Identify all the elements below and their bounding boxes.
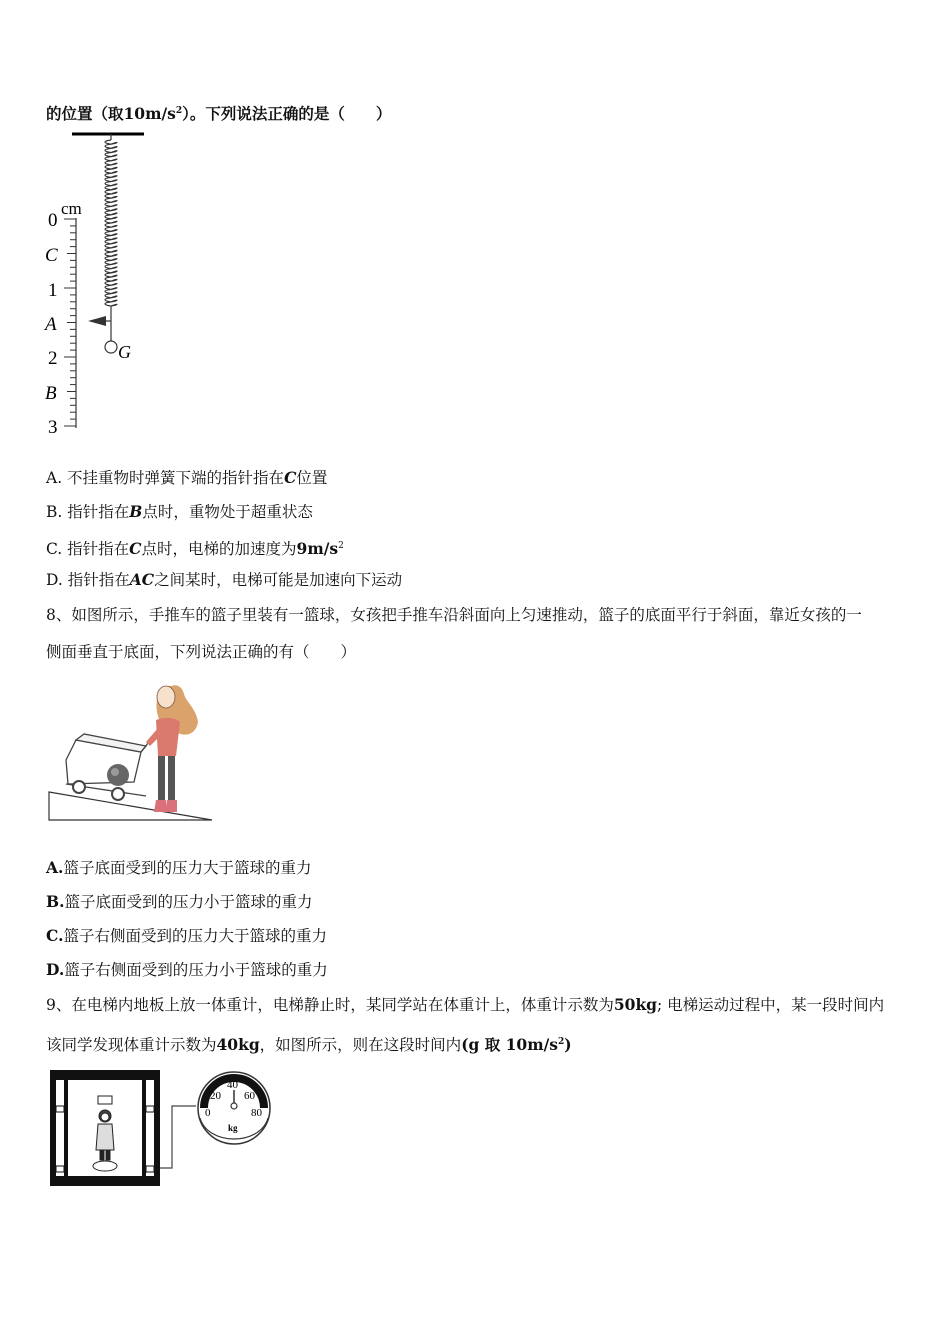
q7-option-d: D. 指针指在AC之间某时，电梯可能是加速向下运动 <box>46 570 403 589</box>
q8-option-a: A.篮子底面受到的压力大于篮球的重力 <box>46 858 312 877</box>
spring-ruler-figure <box>40 128 200 448</box>
basket <box>66 734 146 784</box>
q8-option-d: D.篮子右侧面受到的压力小于篮球的重力 <box>46 960 328 979</box>
ruler-tick-0: 0 <box>48 210 58 231</box>
q8-option-b: B.篮子底面受到的压力小于篮球的重力 <box>46 892 313 911</box>
q7-option-c: C. 指针指在C点时，电梯的加速度为$9m/s^2$ <box>46 539 344 558</box>
scale-pad <box>93 1161 117 1171</box>
dial-label-20: 20 <box>210 1090 221 1102</box>
dial-label-0: 0 <box>205 1107 211 1119</box>
ruler-tick-3: 3 <box>48 417 58 438</box>
ruler-tick-2: 2 <box>48 348 58 369</box>
scale-dial <box>198 1072 270 1144</box>
q8-stem-line1: 8、如图所示，手推车的篮子里装有一篮球，女孩把手推车沿斜面向上匀速推动，篮子的底面平行于斜面，靠近女孩的一 <box>46 606 862 624</box>
ruler-unit: cm <box>61 199 82 218</box>
ruler-tick-a: A <box>45 314 57 335</box>
q7-option-b: B. 指针指在B点时，重物处于超重状态 <box>46 502 313 521</box>
q7-option-a: A. 不挂重物时弹簧下端的指针指在C位置 <box>46 468 328 487</box>
cart-wheel-front <box>73 781 85 793</box>
girl <box>146 685 198 812</box>
elevator-scale-figure <box>48 1066 288 1196</box>
incline <box>49 792 212 820</box>
q8-option-c: C.篮子右侧面受到的压力大于篮球的重力 <box>46 926 327 945</box>
cart-wheel-rear <box>112 788 124 800</box>
student-figure <box>93 1096 117 1171</box>
ruler-tick-c: C <box>45 245 58 266</box>
question-intro-line: 的位置（取$10m/s^2$）。下列说法正确的是（ ） <box>46 104 392 123</box>
ruler-tick-1: 1 <box>48 280 58 301</box>
spring-coil <box>105 134 117 341</box>
cart-incline-figure <box>46 672 216 832</box>
q8-stem-line2: 侧面垂直于底面，下列说法正确的有（ ） <box>46 643 357 661</box>
basketball <box>107 764 129 786</box>
q9-stem-line1: 9、在电梯内地板上放一体重计，电梯静止时，某同学站在体重计上，体重计示数为50kg; 电梯运动过程中，某一段时间内 <box>46 995 885 1014</box>
weight-ball <box>105 341 117 353</box>
weight-label: G <box>118 342 131 362</box>
dial-label-40: 40 <box>227 1079 238 1091</box>
q9-stem-line2: 该同学发现体重计示数为40kg，如图所示，则在这段时间内(g 取 $10m/s^2$) <box>46 1035 572 1054</box>
ruler-tick-b: B <box>45 383 57 404</box>
dial-label-80: 80 <box>251 1107 262 1119</box>
dial-unit: kg <box>228 1123 238 1133</box>
dial-label-60: 60 <box>244 1090 255 1102</box>
